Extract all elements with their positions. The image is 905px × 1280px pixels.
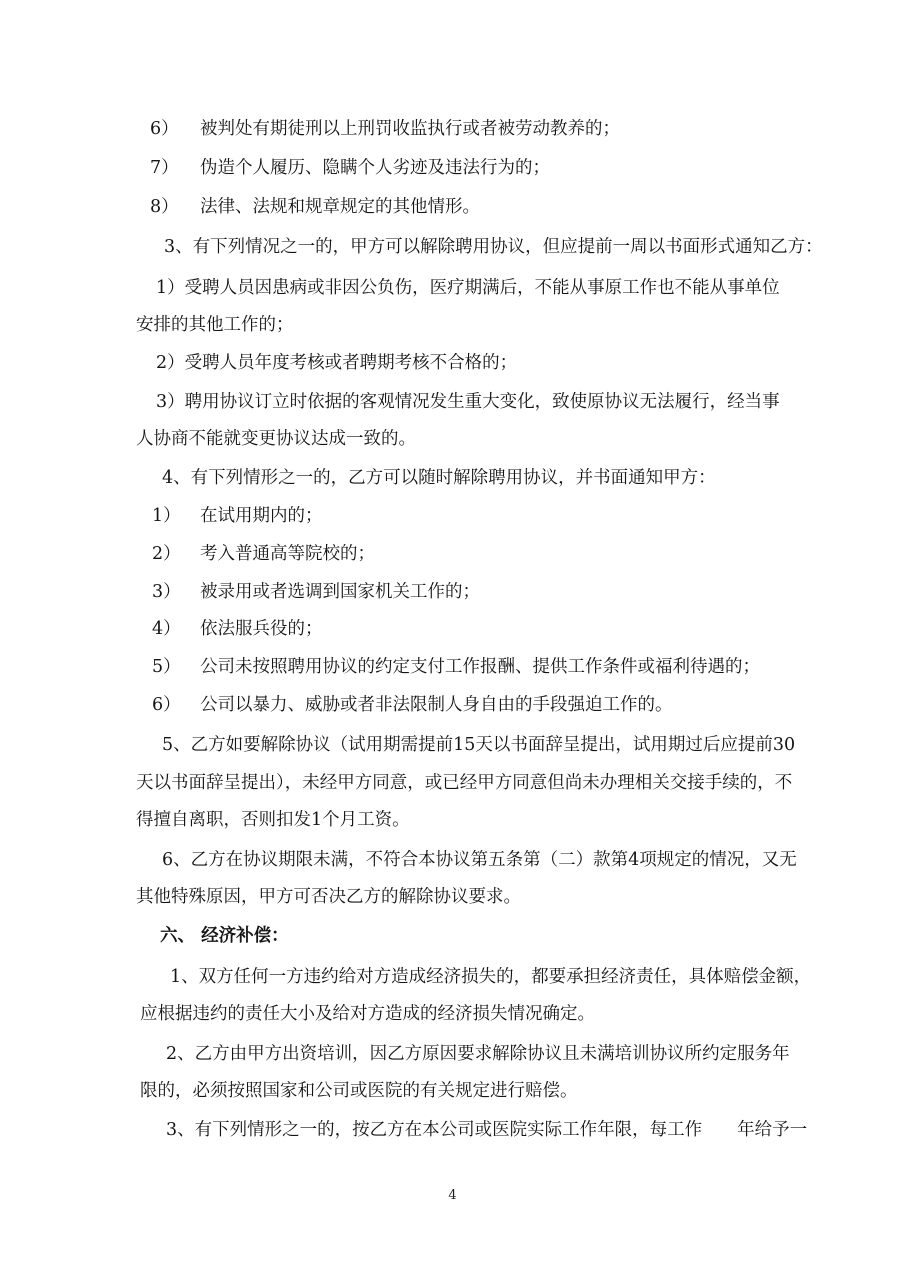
paragraph-line: 限的，必须按照国家和公司或医院的有关规定进行赔偿。	[140, 1081, 578, 1101]
paragraph-line: 人协商不能就变更协议达成一致的。	[136, 429, 416, 449]
paragraph-line: 1）受聘人员因患病或非因公负伤，医疗期满后，不能从事原工作也不能从事单位	[156, 278, 780, 298]
list-item: 4） 依法服兵役的；	[152, 619, 323, 639]
paragraph-line: 1、双方任何一方违约给对方造成经济损失的，都要承担经济责任，具体赔偿金额，	[170, 967, 812, 987]
paragraph-line: 安排的其他工作的；	[136, 315, 294, 335]
list-item: 5） 公司未按照聘用协议的约定支付工作报酬、提供工作条件或福利待遇的；	[152, 657, 760, 677]
page-number: 4	[448, 1188, 457, 1203]
paragraph-line: 天以书面辞呈提出），未经甲方同意，或已经甲方同意但尚未办理相关交接手续的，不	[136, 773, 793, 793]
list-item: 2） 考入普通高等院校的；	[152, 544, 375, 564]
paragraph-line: 2、乙方由甲方出资培训，因乙方原因要求解除协议且未满培训协议所约定服务年	[166, 1044, 790, 1064]
list-item: 8） 法律、法规和规章规定的其他情形。	[150, 197, 480, 217]
list-item: 1） 在试用期内的；	[152, 506, 323, 526]
paragraph-line: 5、乙方如要解除协议（试用期需提前15天以书面辞呈提出，试用期过后应提前30	[162, 735, 796, 755]
paragraph-line: 3、有下列情形之一的，按乙方在本公司或医院实际工作年限，每工作 年给予一	[166, 1120, 808, 1140]
section-heading: 六、 经济补偿：	[160, 926, 289, 946]
paragraph-line: 4、有下列情形之一的，乙方可以随时解除聘用协议，并书面通知甲方：	[162, 468, 716, 488]
paragraph-line: 6、乙方在协议期限未满，不符合本协议第五条第（二）款第4项规定的情况，又无	[162, 850, 797, 870]
paragraph-line: 3、有下列情况之一的，甲方可以解除聘用协议，但应提前一周以书面形式通知乙方：	[164, 237, 823, 257]
paragraph-line: 2）受聘人员年度考核或者聘期考核不合格的；	[156, 353, 518, 373]
list-item: 6） 被判处有期徒刑以上刑罚收监执行或者被劳动教养的；	[150, 119, 620, 139]
paragraph-line: 3）聘用协议订立时依据的客观情况发生重大变化，致使原协议无法履行，经当事	[156, 392, 780, 412]
paragraph-line: 其他特殊原因，甲方可否决乙方的解除协议要求。	[136, 887, 521, 907]
list-item: 7） 伪造个人履历、隐瞒个人劣迹及违法行为的；	[150, 158, 550, 178]
list-item: 3） 被录用或者选调到国家机关工作的；	[152, 582, 480, 602]
list-item: 6） 公司以暴力、威胁或者非法限制人身自由的手段强迫工作的。	[152, 695, 673, 715]
paragraph-line: 应根据违约的责任大小及给对方造成的经济损失情况确定。	[140, 1004, 595, 1024]
paragraph-line: 得擅自离职，否则扣发1个月工资。	[136, 810, 410, 830]
